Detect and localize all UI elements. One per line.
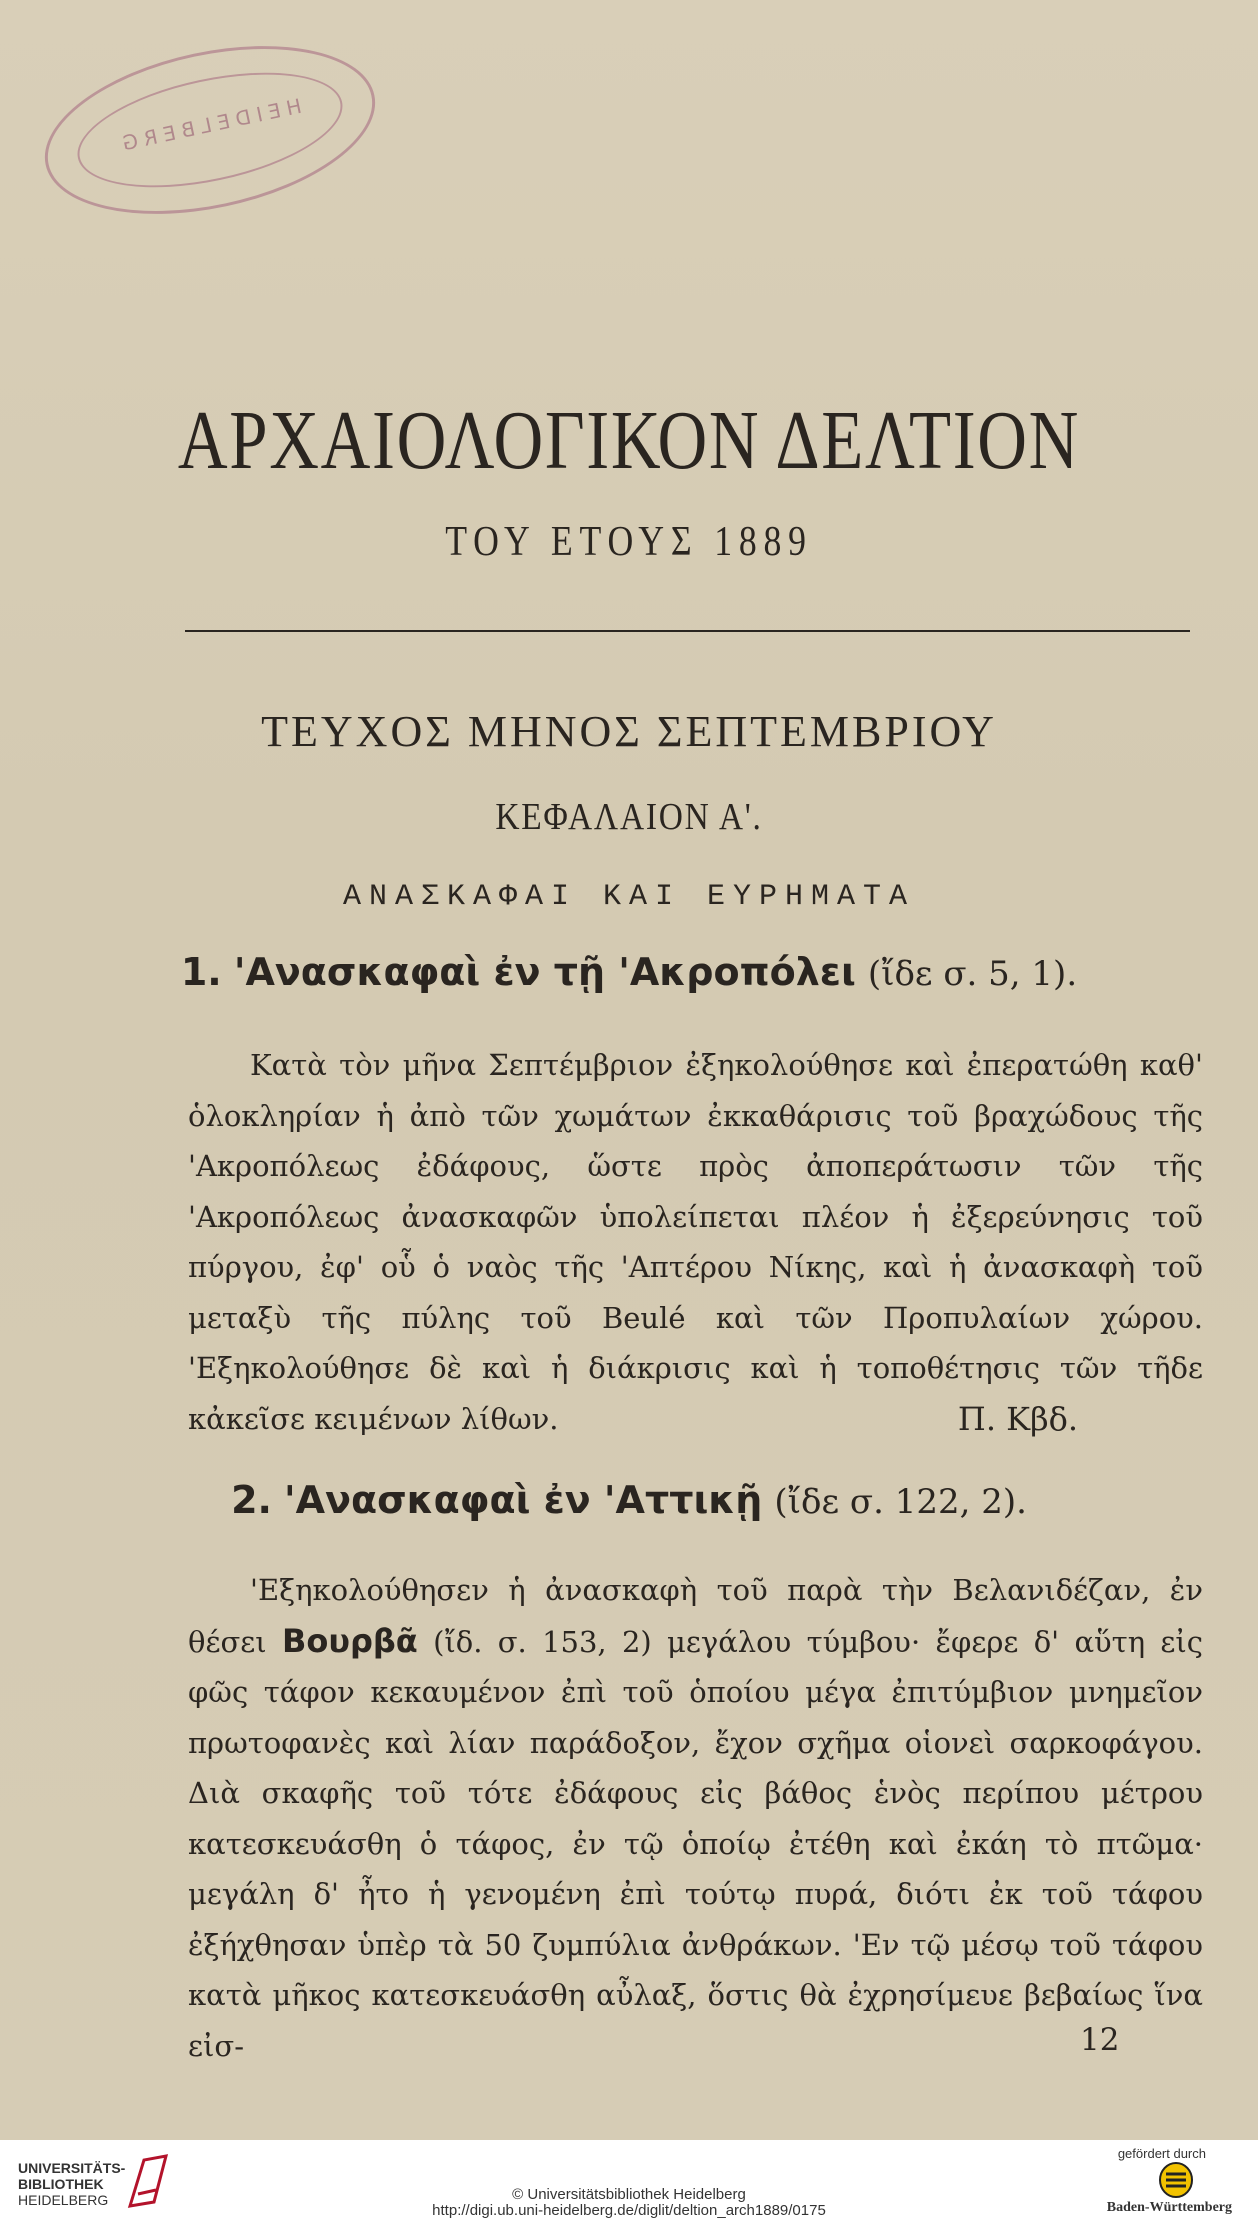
article-1-heading	[0, 950, 1258, 994]
library-stamp	[29, 19, 390, 241]
article-1-title: 'Ανασκαφαὶ ἐν τῇ 'Ακροπόλει	[233, 950, 856, 994]
copyright-text: © Universitätsbibliothek Heidelberg	[512, 2186, 746, 2203]
library-logo[interactable]: UNIVERSITÄTS- BIBLIOTHEK HEIDELBERG	[18, 2160, 126, 2208]
article-2-ref: (ἴδε σ. 122, 2).	[774, 1482, 1027, 1522]
source-url-link[interactable]: http://digi.ub.uni-heidelberg.de/diglit/deltion_arch1889/0175	[432, 2202, 826, 2219]
horizontal-rule	[185, 630, 1190, 632]
journal-title: ΑΡΧΑΙΟΛΟΓΙΚΟΝ ΔΕΛΤΙΟΝ	[177, 394, 1081, 487]
article-1-signature: Π. Κβδ.	[957, 1400, 1078, 1438]
issue-heading: ΤΕΥΧΟΣ ΜΗΝΟΣ ΣΕΠΤΕΜΒΡΙΟΥ	[261, 707, 997, 756]
section-heading: ΑΝΑΣΚΑΦΑΙ ΚΑΙ ΕΥΡΗΜΑΤΑ	[342, 880, 916, 914]
baden-wuerttemberg-seal-icon	[1158, 2162, 1194, 2198]
page-number: 12	[1080, 2022, 1120, 2058]
article-2-title: 'Ανασκαφαὶ ἐν 'Αττικῇ	[284, 1478, 763, 1522]
article-1-text: Κατὰ τὸν μῆνα Σεπτέμβριον ἐξηκολούθησε καὶ ἐπερατώθη καθ' ὁλοκληρίαν ἡ ἀπὸ τῶν χωμάτων ἐκκαθάρισις τοῦ βραχώδους τῆς 'Ακροπόλεως ἐδάφους, ὥστε πρὸς ἀποπεράτωσιν τῶν τῆς 'Ακροπόλεως ἀνασκαφῶν ὑπολείπεται πλέον ἡ ἐξερεύνησις τοῦ πύργου, ἐφ' οὗ ὁ ναὸς τῆς 'Απτέρου Νίκης, καὶ ἡ ἀνασκαφὴ τοῦ μεταξὺ τῆς πύλης τοῦ Beulé καὶ τῶν Προπυλαίων χώρου. 'Εξηκολούθησε δὲ καὶ ἡ διάκρισις καὶ ἡ τοποθέτησις τῶν τῆδε κἀκεῖσε κειμένων λίθων.	[188, 1048, 1203, 1436]
funded-by-text: gefördert durch	[1117, 2146, 1206, 2161]
place-name: Βουρβᾶ	[282, 1621, 418, 1660]
stamp-text: HEIDELBERG	[114, 93, 304, 157]
journal-year: ΤΟΥ ΕΤΟΥΣ 1889	[445, 519, 813, 565]
article-1-number: 1.	[180, 950, 222, 994]
article-2-heading	[0, 1478, 1258, 1522]
article-1-ref: (ἴδε σ. 5, 1).	[867, 954, 1078, 994]
funder-name: Baden-Württemberg	[1106, 2200, 1232, 2215]
article-2-number: 2.	[231, 1478, 272, 1522]
footer-bar	[0, 2140, 1258, 2223]
article-2-text: 'Εξηκολούθησεν ἡ ἀνασκαφὴ τοῦ παρὰ τὴν Βελανιδέζαν, ἐν θέσει Βουρβᾶ (ἴδ. σ. 153, 2) μεγάλου τύμβου· ἔφερε δ' αὕτη εἰς φῶς τάφον κεκαυμένον ἐπὶ τοῦ ὁποίου μέγα ἐπιτύμβιον μνημεῖον πρωτοφανὲς καὶ λίαν παράδοξον, ἔχον σχῆμα οἱονεὶ σαρκοφάγου. Διὰ σκαφῆς τοῦ τότε ἐδάφους εἰς βάθος ἑνὸς περίπου μέτρου κατεσκευάσθη ὁ τάφος, ἐν τῷ ὁποίῳ ἐτέθη καὶ ἐκάη τὸ πτῶμα· μεγάλη δ' ἦτο ἡ γενομένη ἐπὶ τούτῳ πυρά, διότι ἐκ τοῦ τάφου ἐξήχθησαν ὑπὲρ τὰ 50 ζυμπύλια ἀνθράκων. 'Εν τῷ μέσῳ τοῦ τάφου κατὰ μῆκος κατεσκευάσθη αὖλαξ, ὅστις θὰ ἐχρησίμευε βεβαίως ἵνα εἰσ-	[188, 1573, 1204, 2063]
chapter-heading: ΚΕΦΑΛΑΙΟΝ Α'.	[495, 796, 763, 838]
